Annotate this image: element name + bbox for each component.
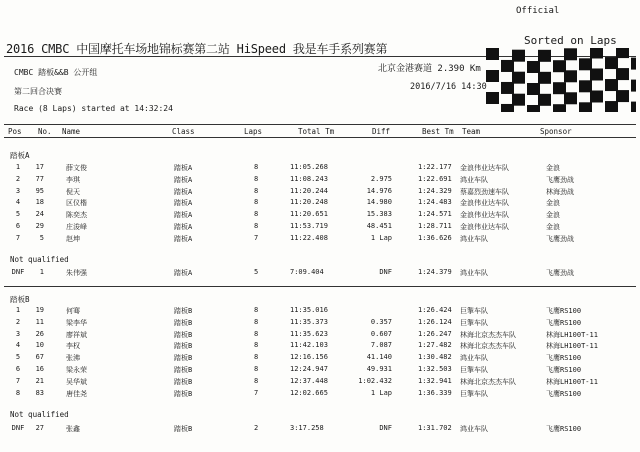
cell-sponsor: 飞鹰RS100 [546, 366, 582, 374]
cell-laps: 8 [254, 186, 259, 195]
race-date: 2016/7/16 14:30 [410, 82, 487, 92]
cell-class: 踏板B [174, 354, 193, 363]
cell-name: 梁李华 [66, 318, 87, 327]
cell-no: 26 [35, 329, 44, 338]
cell-best: 1:28.711 [418, 222, 452, 230]
cell-pos: 2 [15, 317, 21, 326]
cell-class: 踏板B [174, 330, 193, 339]
cell-no: 24 [35, 210, 44, 219]
cell-no: 83 [35, 388, 44, 397]
cell-diff: DNF [379, 268, 392, 276]
flag-square [616, 90, 629, 102]
flag-square [590, 48, 603, 58]
cell-best: 1:22.691 [418, 174, 452, 183]
cell-pos: 1 [15, 306, 21, 314]
cell-laps: 8 [254, 163, 259, 171]
cell-team: 鸿业车队 [460, 234, 488, 243]
cell-pos: 5 [15, 353, 21, 362]
flag-square [486, 48, 499, 60]
group-divider [4, 286, 636, 287]
cell-no: 77 [35, 174, 44, 183]
cell-laps: 8 [254, 210, 259, 219]
cell-sponsor: 金浪 [546, 199, 560, 208]
cell-laps: 7 [254, 233, 259, 242]
cell-best: 1:32.941 [418, 376, 452, 385]
cell-sponsor: 林海LH100T-11 [546, 377, 598, 386]
group-label: 踏板A [10, 151, 30, 160]
cell-class: 踏板B [174, 389, 193, 398]
cell-pos: 5 [15, 210, 21, 219]
cell-sponsor: 飞鹰劲战 [546, 234, 574, 243]
flag-square [501, 104, 514, 112]
flag-square [631, 80, 636, 92]
cell-no: 11 [35, 317, 44, 326]
cell-pos: 6 [15, 222, 21, 230]
class-line: CMBC 踏板&&B 公开组 [14, 68, 98, 77]
col-name: Name [62, 127, 81, 136]
flag-square [527, 83, 540, 95]
cell-class: 踏板B [174, 366, 193, 374]
flag-square [538, 72, 551, 84]
flag-square [579, 102, 592, 112]
col-team: Team [462, 127, 481, 136]
cell-sponsor: 金浪 [546, 164, 560, 172]
cell-class: 踏板B [174, 318, 193, 327]
cell-pos: DNF [11, 268, 25, 276]
cell-class: 踏板B [174, 377, 193, 386]
cell-name: 陈奕杰 [66, 211, 87, 220]
cell-diff: 49.931 [366, 365, 392, 373]
cell-name: 何骞 [66, 307, 80, 315]
not-qualified-label: Not qualified [10, 410, 69, 419]
cell-no: 17 [35, 163, 44, 171]
checkered-flag-graphic [486, 48, 636, 112]
cell-team: 鸿业车队 [460, 425, 488, 433]
cell-sponsor: 飞鹰劲战 [546, 269, 574, 277]
cell-name: 唐佳尧 [66, 389, 87, 398]
flag-square [527, 105, 540, 112]
flag-square [631, 102, 636, 112]
cell-class: 踏板A [174, 187, 193, 196]
cell-no: 95 [35, 186, 44, 195]
cell-sponsor: 林海LH100T-11 [546, 342, 598, 351]
flag-square [501, 60, 514, 72]
flag-square [538, 94, 551, 106]
cell-laps: 2 [254, 424, 259, 432]
flag-square [527, 61, 540, 73]
cell-pos: 7 [15, 233, 21, 242]
cell-laps: 8 [254, 306, 259, 314]
cell-sponsor: 金浪 [546, 211, 560, 220]
cell-team: 金浪伟业达车队 [460, 223, 509, 231]
cell-best: 1:24.379 [418, 268, 452, 276]
cell-diff: 1 Lap [370, 233, 392, 242]
cell-laps: 8 [254, 329, 259, 338]
cell-pos: 8 [15, 388, 21, 397]
not-qualified-label: Not qualified [10, 255, 69, 264]
cell-laps: 8 [254, 365, 259, 373]
cell-sponsor: 飞鹰劲战 [546, 175, 574, 184]
cell-team: 林海北京杰杰车队 [460, 342, 516, 351]
cell-pos: DNF [11, 424, 25, 432]
cell-name: 倪天 [66, 187, 80, 196]
cell-total: 11:42.103 [290, 341, 328, 350]
cell-diff: 0.357 [370, 317, 392, 326]
cell-class: 踏板B [174, 307, 193, 315]
flag-square [553, 104, 566, 112]
cell-class: 踏板A [174, 175, 193, 184]
cell-class: 踏板B [174, 425, 193, 433]
flag-square [564, 70, 577, 82]
flag-square [512, 50, 525, 62]
flag-square [564, 48, 577, 60]
cell-name: 赵坤 [66, 234, 80, 243]
cell-pos: 1 [15, 163, 21, 171]
header-top-rule [4, 124, 636, 125]
flag-square [605, 79, 618, 91]
flag-square [605, 101, 618, 112]
cell-sponsor: 飞鹰RS100 [546, 354, 582, 363]
cell-total: 11:35.373 [290, 317, 328, 326]
cell-class: 踏板A [174, 269, 193, 277]
cell-team: 金浪伟业达车队 [460, 211, 509, 220]
cell-total: 12:37.448 [290, 376, 328, 385]
cell-diff: 1 Lap [370, 388, 392, 397]
cell-total: 7:09.404 [290, 268, 324, 276]
col-laps: Laps [244, 127, 263, 136]
flag-square [564, 92, 577, 104]
cell-laps: 8 [254, 174, 259, 183]
cell-no: 27 [35, 424, 44, 432]
cell-total: 11:20.651 [290, 210, 328, 219]
cell-laps: 8 [254, 353, 259, 362]
cell-team: 金浪伟业达车队 [460, 164, 509, 172]
cell-total: 11:20.248 [290, 198, 328, 207]
cell-sponsor: 林海LH100T-11 [546, 330, 598, 339]
col-class: Class [172, 127, 195, 136]
cell-no: 18 [35, 198, 44, 207]
cell-diff: 41.140 [366, 353, 392, 362]
cell-best: 1:36.339 [418, 388, 452, 397]
flag-square [590, 90, 603, 102]
cell-no: 5 [39, 233, 44, 242]
cell-pos: 4 [15, 198, 21, 207]
page-title: 2016 CMBC 中国摩托车场地锦标赛第二站 HiSpeed 我是车手系列赛第 [6, 42, 388, 56]
cell-total: 3:17.258 [290, 424, 324, 432]
cell-no: 1 [39, 268, 44, 276]
cell-total: 11:35.623 [290, 329, 328, 338]
cell-team: 蔡嘉烈劲速车队 [460, 187, 509, 196]
cell-no: 67 [35, 353, 44, 362]
checkered-flag-icon [486, 48, 636, 112]
cell-diff: 14.980 [366, 198, 392, 207]
flag-square [590, 68, 603, 80]
cell-total: 11:20.244 [290, 186, 328, 195]
cell-sponsor: 林海劲战 [546, 187, 574, 196]
race-info: Race (8 Laps) started at 14:32:24 [14, 104, 173, 113]
cell-team: 金浪伟业达车队 [460, 199, 509, 208]
cell-diff: 15.383 [366, 210, 392, 219]
cell-total: 11:08.243 [290, 174, 328, 183]
cell-best: 1:26.424 [418, 306, 452, 314]
flag-square [486, 92, 499, 104]
cell-best: 1:22.177 [418, 163, 452, 171]
cell-best: 1:24.483 [418, 198, 452, 207]
cell-diff: 2.975 [370, 174, 392, 183]
cell-total: 11:53.719 [290, 222, 328, 230]
header-bottom-rule [4, 137, 636, 138]
cell-best: 1:26.124 [418, 317, 452, 326]
cell-name: 张沸 [66, 354, 80, 363]
cell-no: 29 [35, 222, 44, 230]
cell-laps: 8 [254, 198, 259, 207]
cell-name: 吴华斌 [66, 377, 87, 386]
cell-name: 李琪 [66, 175, 80, 184]
col-sponsor: Sponsor [540, 127, 572, 136]
cell-pos: 3 [15, 186, 21, 195]
flag-square [501, 82, 514, 94]
official-label: Official [516, 6, 560, 16]
cell-best: 1:24.329 [418, 186, 452, 195]
cell-sponsor: 飞鹰RS100 [546, 425, 582, 433]
cell-pos: 4 [15, 341, 21, 350]
cell-no: 21 [35, 376, 44, 385]
cell-sponsor: 金浪 [546, 223, 560, 231]
session-name: 第二回合决赛 [14, 87, 62, 96]
cell-total: 12:02.665 [290, 388, 328, 397]
cell-class: 踏板A [174, 211, 193, 220]
cell-name: 庄浚峰 [66, 223, 87, 231]
col-pos: Pos [8, 127, 22, 136]
cell-name: 梁永荣 [66, 366, 87, 374]
cell-no: 19 [35, 306, 44, 314]
cell-laps: 7 [254, 388, 259, 397]
cell-name: 薛文俊 [66, 164, 87, 172]
cell-team: 巨掣车队 [460, 307, 488, 315]
cell-best: 1:32.503 [418, 365, 452, 373]
col-total: Total Tm [298, 127, 335, 136]
cell-total: 11:22.408 [290, 233, 328, 242]
cell-total: 11:05.268 [290, 163, 328, 171]
cell-team: 巨掣车队 [460, 318, 488, 327]
cell-best: 1:31.702 [418, 424, 452, 432]
cell-class: 踏板A [174, 223, 193, 231]
cell-name: 区仪楷 [66, 199, 87, 208]
cell-class: 踏板A [174, 199, 193, 208]
cell-best: 1:27.482 [418, 341, 452, 350]
cell-pos: 6 [15, 365, 21, 373]
cell-total: 11:35.016 [290, 306, 328, 314]
flag-square [616, 68, 629, 80]
cell-class: 踏板B [174, 342, 193, 351]
cell-laps: 5 [254, 268, 259, 276]
cell-best: 1:30.482 [418, 353, 452, 362]
cell-diff: 7.087 [370, 341, 392, 350]
cell-best: 1:26.247 [418, 329, 452, 338]
cell-name: 朱伟强 [66, 269, 87, 277]
group-label: 踏板B [10, 295, 30, 304]
cell-pos: 2 [15, 174, 21, 183]
cell-diff: 14.976 [366, 186, 392, 195]
cell-team: 鸿业车队 [460, 269, 488, 277]
cell-best: 1:24.571 [418, 210, 452, 219]
sorted-label: Sorted on Laps [524, 34, 617, 47]
cell-name: 廖祥斌 [66, 330, 87, 339]
cell-pos: 7 [15, 376, 21, 385]
cell-class: 踏板A [174, 234, 193, 243]
venue: 北京金港赛道 2.390 Km [378, 64, 481, 74]
cell-diff: DNF [379, 424, 392, 432]
cell-team: 林海北京杰杰车队 [460, 377, 516, 386]
flag-square [605, 57, 618, 69]
cell-diff: 48.451 [366, 222, 392, 230]
cell-team: 鸿业车队 [460, 175, 488, 184]
cell-name: 李权 [66, 342, 80, 351]
cell-pos: 3 [15, 329, 21, 338]
cell-no: 10 [35, 341, 44, 350]
cell-diff: 0.607 [370, 329, 392, 338]
col-no: No. [38, 127, 52, 136]
flag-square [631, 58, 636, 70]
cell-sponsor: 飞鹰RS100 [546, 307, 582, 315]
cell-laps: 8 [254, 341, 259, 350]
cell-team: 巨掣车队 [460, 366, 488, 374]
cell-laps: 8 [254, 317, 259, 326]
flag-square [512, 94, 525, 106]
cell-total: 12:24.947 [290, 365, 328, 373]
cell-total: 12:16.156 [290, 353, 328, 362]
flag-square [512, 72, 525, 84]
cell-team: 鸿业车队 [460, 354, 488, 363]
cell-sponsor: 飞鹰RS100 [546, 389, 582, 398]
flag-square [538, 50, 551, 62]
cell-team: 巨掣车队 [460, 389, 488, 398]
flag-square [486, 70, 499, 82]
flag-square [616, 48, 629, 58]
cell-sponsor: 飞鹰RS100 [546, 318, 582, 327]
cell-name: 张鑫 [66, 425, 80, 433]
cell-best: 1:36.626 [418, 233, 452, 242]
cell-laps: 8 [254, 376, 259, 385]
cell-team: 林海北京杰杰车队 [460, 330, 516, 339]
cell-diff: 1:02.432 [358, 376, 392, 385]
cell-class: 踏板A [174, 164, 193, 172]
cell-laps: 8 [254, 222, 259, 230]
col-diff: Diff [372, 127, 391, 136]
cell-no: 16 [35, 365, 44, 373]
col-best: Best Tm [422, 127, 454, 136]
